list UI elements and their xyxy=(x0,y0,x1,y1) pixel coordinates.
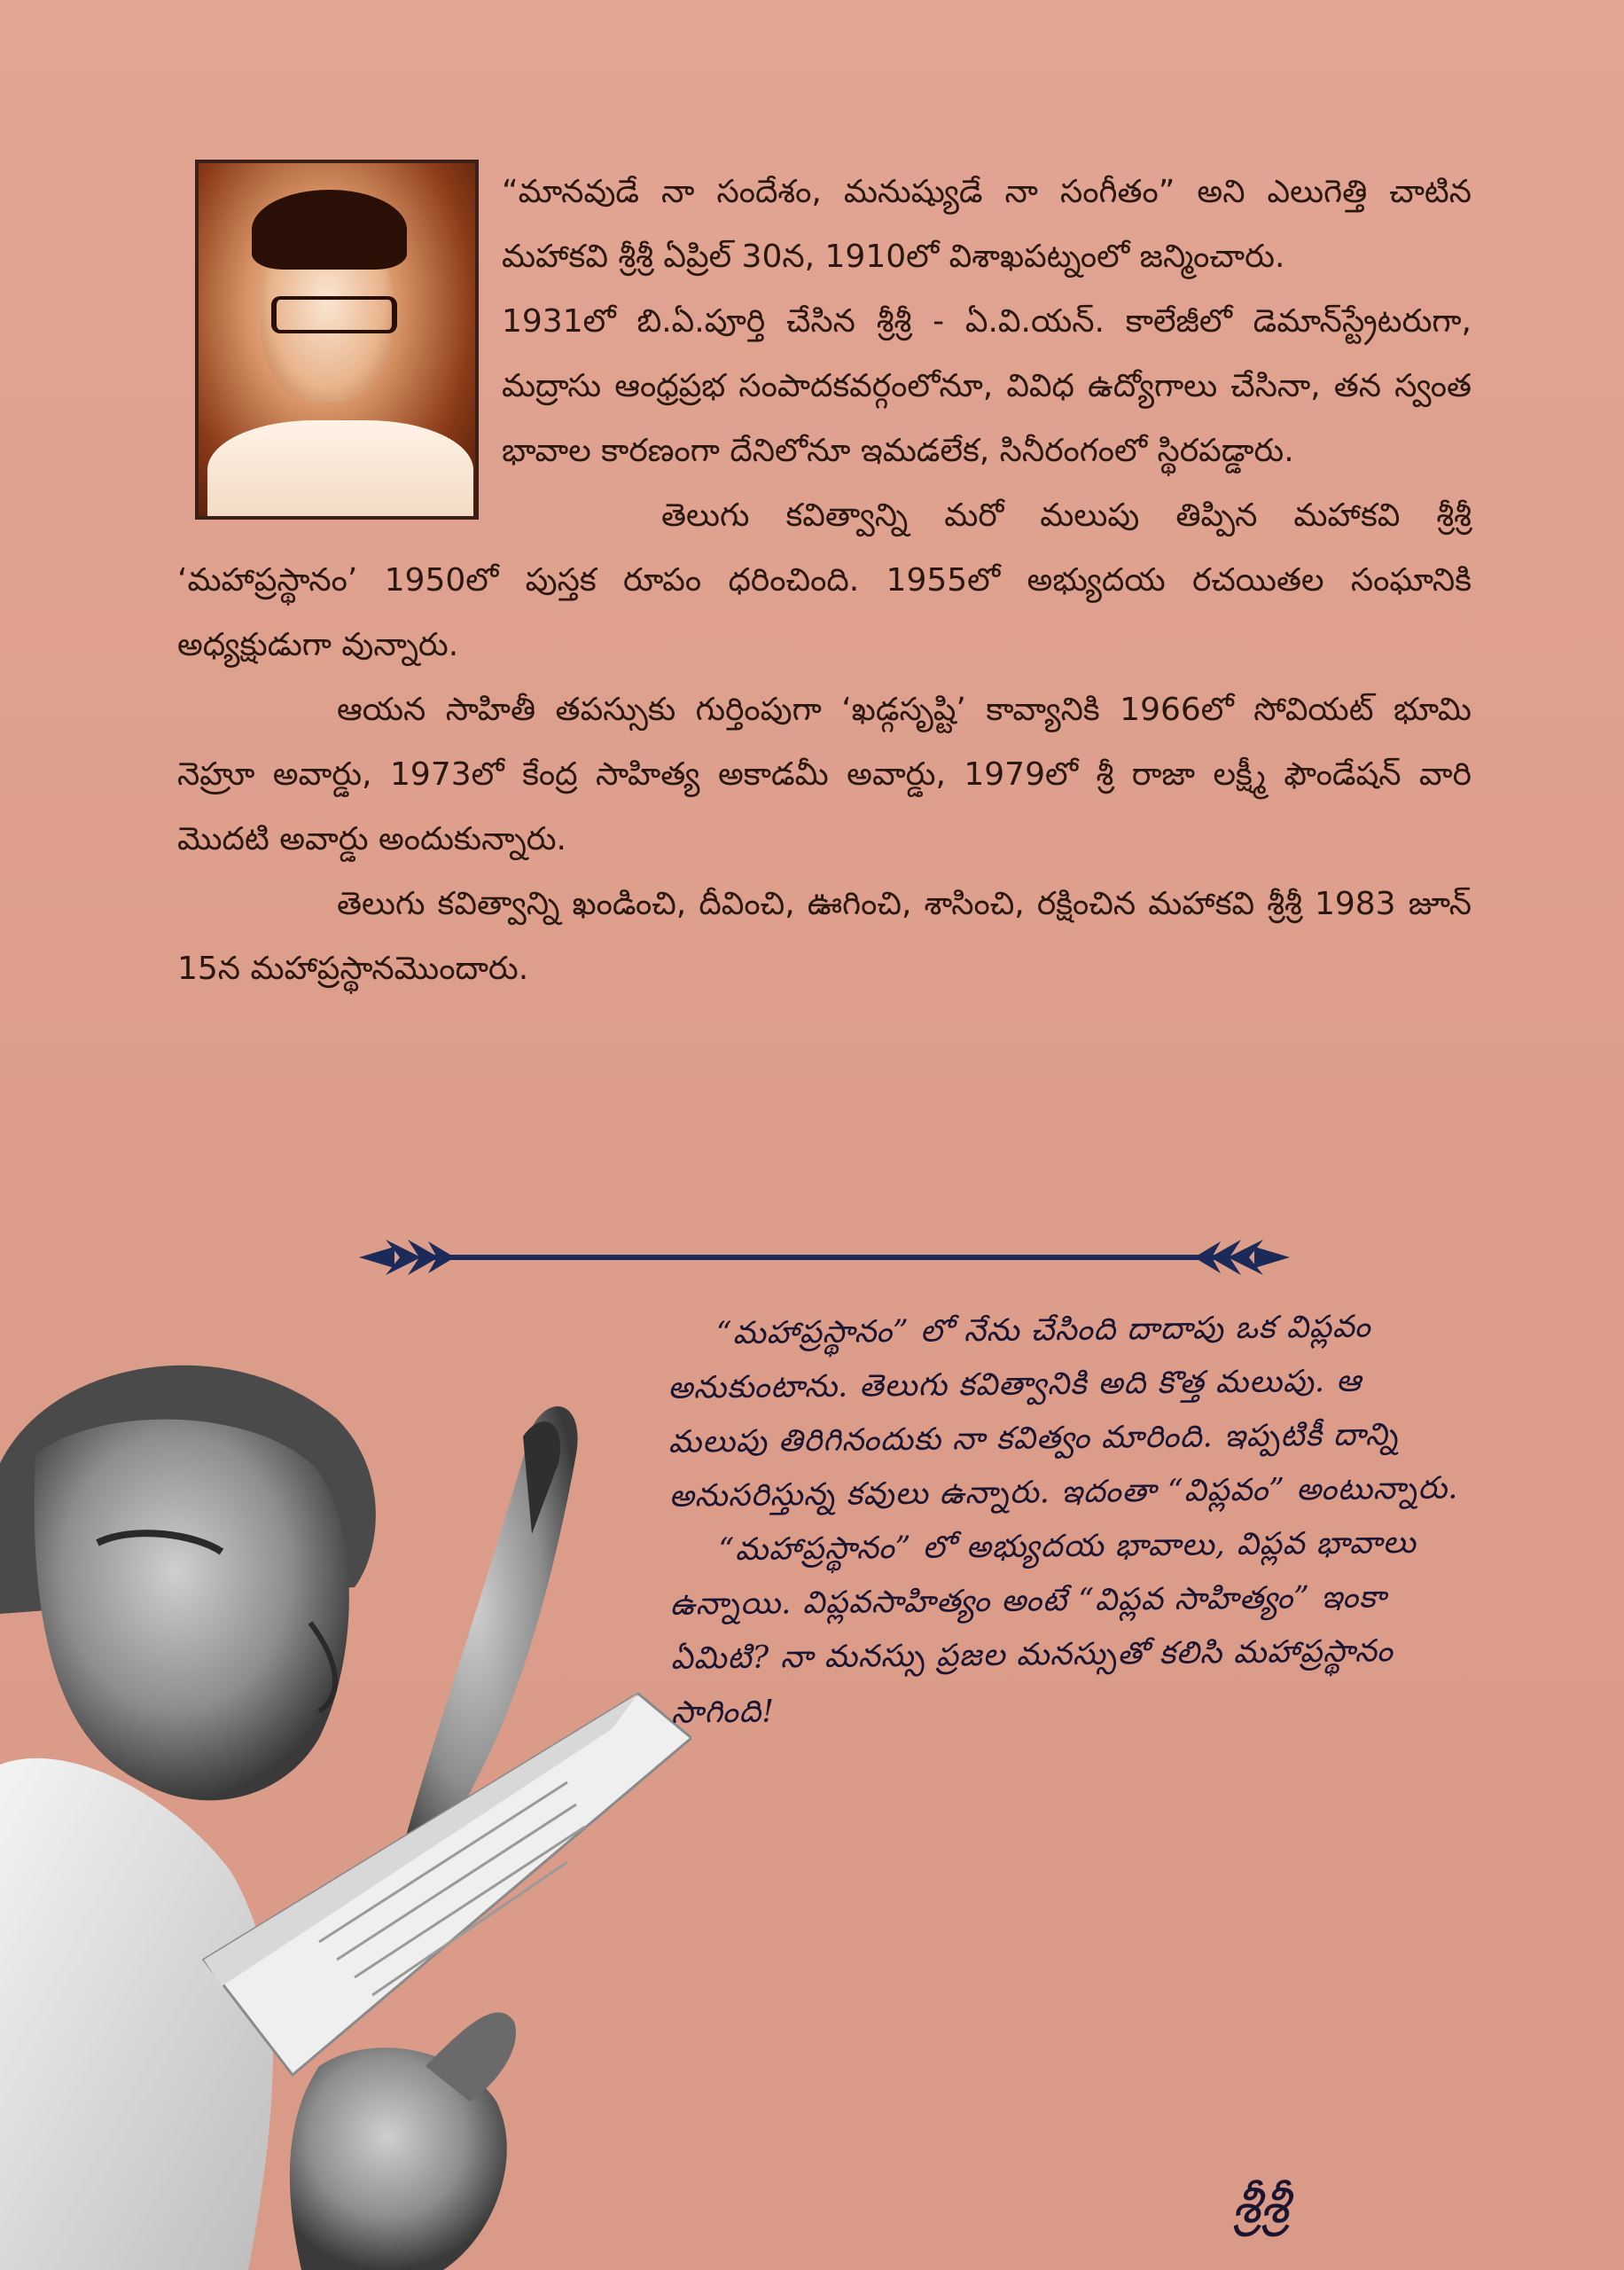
author-reading-photo xyxy=(0,1321,691,2270)
handwritten-note xyxy=(667,1299,1473,1740)
handwritten-signature: శ్రీశ్రీ xyxy=(1232,2174,1289,2235)
bio-quote-line: “మానవుడే నా సందేశం, మనుష్యుడే నా సంగీతం” అని xyxy=(502,174,1245,210)
author-portrait xyxy=(195,160,479,520)
biography-text xyxy=(177,160,1472,1001)
bio-paragraph-3: తెలుగు కవిత్వాన్ని మరో మలుపు తిప్పిన మహాకవి శ్రీశ్రీ ‘మహాప్రస్థానం’ 1950లో పుస్తక రూపం ధరించింది. 1955లో అభ్యుదయ రచయితల సంఘానికి అధ్యక్షుడుగా వున్నారు. xyxy=(177,497,1472,663)
handwritten-paragraph-1: “మహాప్రస్థానం” లో నేను చేసింది దాదాపు ఒక విప్లవం అనుకుంటాను. తెలుగు కవిత్వానికి అది కొత్త మలుపు. ఆ మలుపు తిరిగినందుకు నా కవిత్వం మారింది. ఇప్పటికీ దాన్ని అనుసరిస్తున్న కవులు ఉన్నారు. ఇదంతా “విప్లవం” అంటున్నారు. xyxy=(668,1309,1459,1515)
double-arrow-ornament-icon xyxy=(359,1233,1290,1282)
handwritten-paragraph-2: “మహాప్రస్థానం” లో అభ్యుదయ భావాలు, విప్లవ భావాలు ఉన్నాయి. విప్లవసాహిత్యం అంటే “విప్లవ సాహిత్యం” ఇంకా ఏమిటి? నా మనస్సు ప్రజల మనస్సుతో కలిసి మహాప్రస్థానం సాగింది! xyxy=(669,1524,1417,1731)
bio-paragraph-4: ఆయన సాహితీ తపస్సుకు గుర్తింపుగా ‘ఖడ్గసృష్టి’ కావ్యానికి 1966లో సోవియట్ భూమి నెహ్రూ అవార్డు, 1973లో కేంద్ర సాహిత్య అకాడమీ అవార్డు, 1979లో శ్రీ రాజా లక్ష్మీ ఫౌండేషన్ వారి మొదటి అవార్డు అందుకున్నారు. xyxy=(177,692,1472,857)
bio-paragraph-2: 1931లో బి.ఏ.పూర్తి చేసిన శ్రీశ్రీ - ఏ.వి.యన్. కాలేజీలో డెమాన్‌స్ట్రేటరుగా, మద్రాసు ఆంధ్రప్రభ సంపాదకవర్గంలోనూ, వివిధ ఉద్యోగాలు చేసినా, తన స్వంత భావాల కారణంగా దేనిలోనూ ఇమడలేక, సినీరంగంలో స్థిరపడ్డారు. xyxy=(502,303,1472,469)
bio-paragraph-5: తెలుగు కవిత్వాన్ని ఖండించి, దీవించి, ఊగించి, శాసించి, రక్షించిన మహాకవి శ్రీశ్రీ 1983 జూన్ 15న మహాప్రస్థానమొందారు. xyxy=(177,886,1472,987)
bio-paragraph-1-rest: ఎలుగెత్తి చాటిన మహాకవి శ్రీశ్రీ ఏప్రిల్ 30న, 1910లో విశాఖపట్నంలో జన్మించారు. xyxy=(502,174,1472,275)
